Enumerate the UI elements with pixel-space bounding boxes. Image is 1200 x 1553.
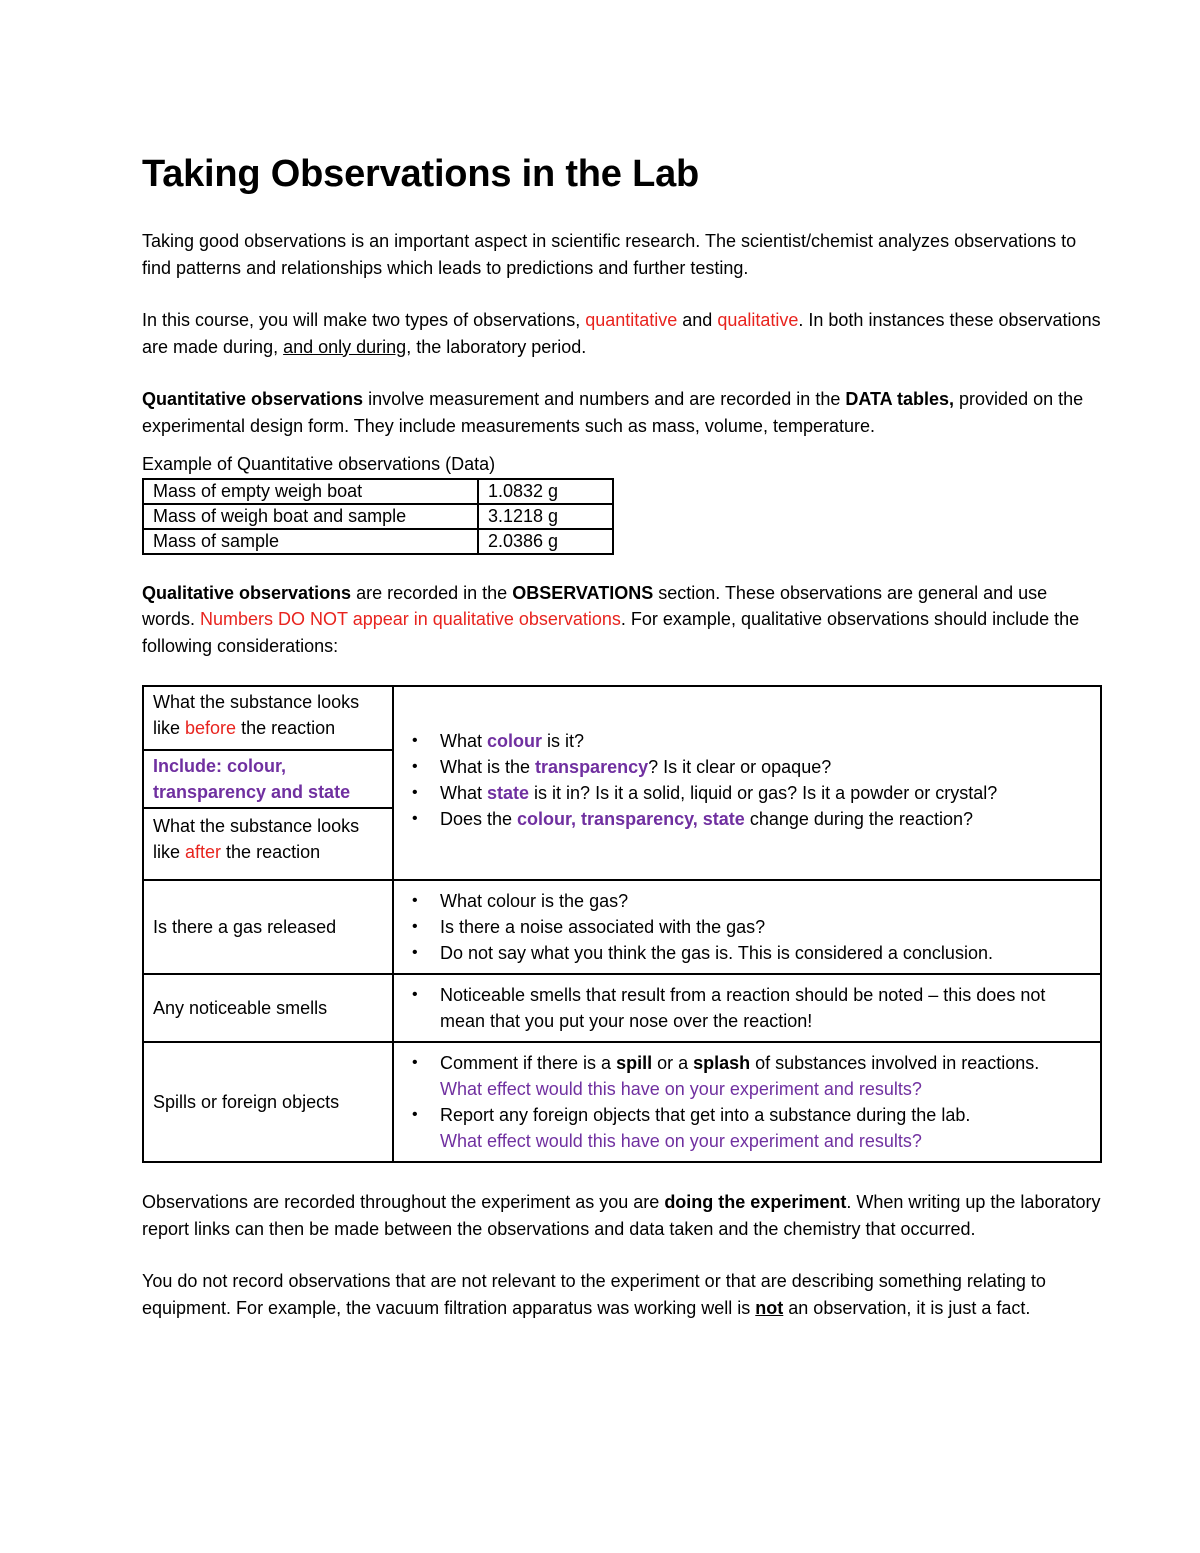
only-during-underlined: and only during xyxy=(283,336,407,357)
table-row xyxy=(143,529,613,554)
gas-bullets-cell xyxy=(393,880,1101,974)
section-word: section. xyxy=(653,582,721,603)
list-item: • Does the colour, transparency, state change during the reaction? xyxy=(440,806,1091,832)
before-cell xyxy=(144,687,392,751)
smells-bullets-cell xyxy=(393,974,1101,1042)
numbers-warning: Numbers DO NOT appear in qualitative observations xyxy=(200,609,621,629)
qualitative-term: qualitative xyxy=(717,310,799,330)
before-term: before xyxy=(185,718,237,738)
spills-list xyxy=(403,1050,1091,1154)
table-row xyxy=(143,504,613,529)
table-row xyxy=(143,479,613,504)
list-item: • Do not say what you think the gas is. This is considered a conclusion. xyxy=(440,940,1091,966)
after-text: What the substance looks like xyxy=(153,816,360,862)
relevance-text-2: an observation, it is just a fact. xyxy=(783,1297,1031,1318)
qualitative-heading: Qualitative observations xyxy=(142,582,352,603)
gas-label: Is there a gas released xyxy=(143,880,393,974)
not-term: not xyxy=(755,1297,784,1318)
document-page xyxy=(142,150,1102,1321)
types-text-end: , the laboratory period. xyxy=(406,336,587,357)
after-text-end: the reaction xyxy=(221,842,321,862)
types-and: and xyxy=(677,310,718,330)
smells-list xyxy=(403,982,1091,1034)
quantitative-data-table xyxy=(142,478,614,555)
doing-experiment-term: doing the experiment xyxy=(664,1192,847,1212)
observations-term: OBSERVATIONS xyxy=(512,582,654,603)
data-value: 3.1218 g xyxy=(478,504,613,529)
data-value: 1.0832 g xyxy=(478,479,613,504)
relevance-paragraph xyxy=(142,1268,1102,1321)
list-item: • What colour is the gas? xyxy=(440,888,1091,914)
after-cell xyxy=(144,809,392,879)
smells-label: Any noticeable smells xyxy=(143,974,393,1042)
page-title: Taking Observations in the Lab xyxy=(142,153,700,195)
qualitative-text: are recorded in the xyxy=(351,582,513,603)
list-item: • Comment if there is a spill or a splash of substances involved in reactions. What effect would this have on your experiment and results? xyxy=(440,1050,1091,1102)
list-item: • Report any foreign objects that get into a substance during the lab. What effect would this have on your experiment and results? xyxy=(440,1102,1091,1154)
list-item: • Noticeable smells that result from a reaction should be noted – this does not mean that you put your nose over the reaction! xyxy=(440,982,1091,1034)
data-label: Mass of sample xyxy=(143,529,478,554)
quantitative-text-2: provided on the experimental design form. They include measurements such as mass, volume, temperature. xyxy=(142,389,1084,436)
spills-bullets-cell xyxy=(393,1042,1101,1162)
include-cell: Include: colour, transparency and state xyxy=(144,751,392,809)
types-text-after: . In both instances these observations are made during, xyxy=(142,310,1101,357)
spills-label: Spills or foreign objects xyxy=(143,1042,393,1162)
table-row-smells xyxy=(143,974,1101,1042)
appearance-list xyxy=(403,728,1091,832)
quantitative-term: quantitative xyxy=(585,310,678,330)
relevance-text: You do not record observations that are not relevant to the experiment or that are describing something relating to equipment. For example, the vacuum filtration apparatus was working well is xyxy=(142,1271,1046,1318)
after-term: after xyxy=(185,842,222,862)
data-tables-term: DATA tables, xyxy=(845,389,955,409)
recorded-text: Observations are recorded throughout the experiment as you are xyxy=(142,1192,665,1212)
quantitative-text: involve measurement and numbers and are recorded in the xyxy=(363,389,846,409)
list-item: • What colour is it? xyxy=(440,728,1091,754)
appearance-bullets-cell xyxy=(393,686,1101,880)
types-paragraph xyxy=(142,307,1102,360)
list-item: • What state is it in? Is it a solid, liquid or gas? Is it a powder or crystal? xyxy=(440,780,1091,806)
recorded-paragraph xyxy=(142,1189,1102,1242)
quantitative-paragraph xyxy=(142,386,1102,439)
quantitative-heading: Quantitative observations xyxy=(142,389,364,409)
data-label: Mass of empty weigh boat xyxy=(143,479,478,504)
example-caption: Example of Quantitative observations (Data) xyxy=(142,454,496,474)
table-row-spills xyxy=(143,1042,1101,1162)
qualitative-observations-table xyxy=(142,685,1102,1163)
qualitative-text-3: . For example, qualitative observations should include the following considerations: xyxy=(142,609,1080,656)
recorded-text-2: . When writing up the laboratory report links can then be made between the observations and data taken and the chemistry that occurred. xyxy=(142,1192,1101,1239)
data-value: 2.0386 g xyxy=(478,529,613,554)
qualitative-text-2: These observations are general and use words. xyxy=(142,582,1048,629)
intro-paragraph: Taking good observations is an important aspect in scientific research. The scientist/chemist analyzes observations to find patterns and relationships which leads to predictions and further testing. xyxy=(142,231,1077,278)
qualitative-paragraph xyxy=(142,580,1102,660)
list-item: • Is there a noise associated with the gas? xyxy=(440,914,1091,940)
before-text-end: the reaction xyxy=(236,718,336,738)
types-text: In this course, you will make two types of observations, xyxy=(142,310,586,330)
list-item: • What is the transparency? Is it clear or opaque? xyxy=(440,754,1091,780)
before-text: What the substance looks like xyxy=(153,692,360,738)
table-row-appearance xyxy=(143,686,1101,880)
gas-list xyxy=(403,888,1091,966)
data-label: Mass of weigh boat and sample xyxy=(143,504,478,529)
appearance-left-cell xyxy=(143,686,393,880)
table-row-gas xyxy=(143,880,1101,974)
